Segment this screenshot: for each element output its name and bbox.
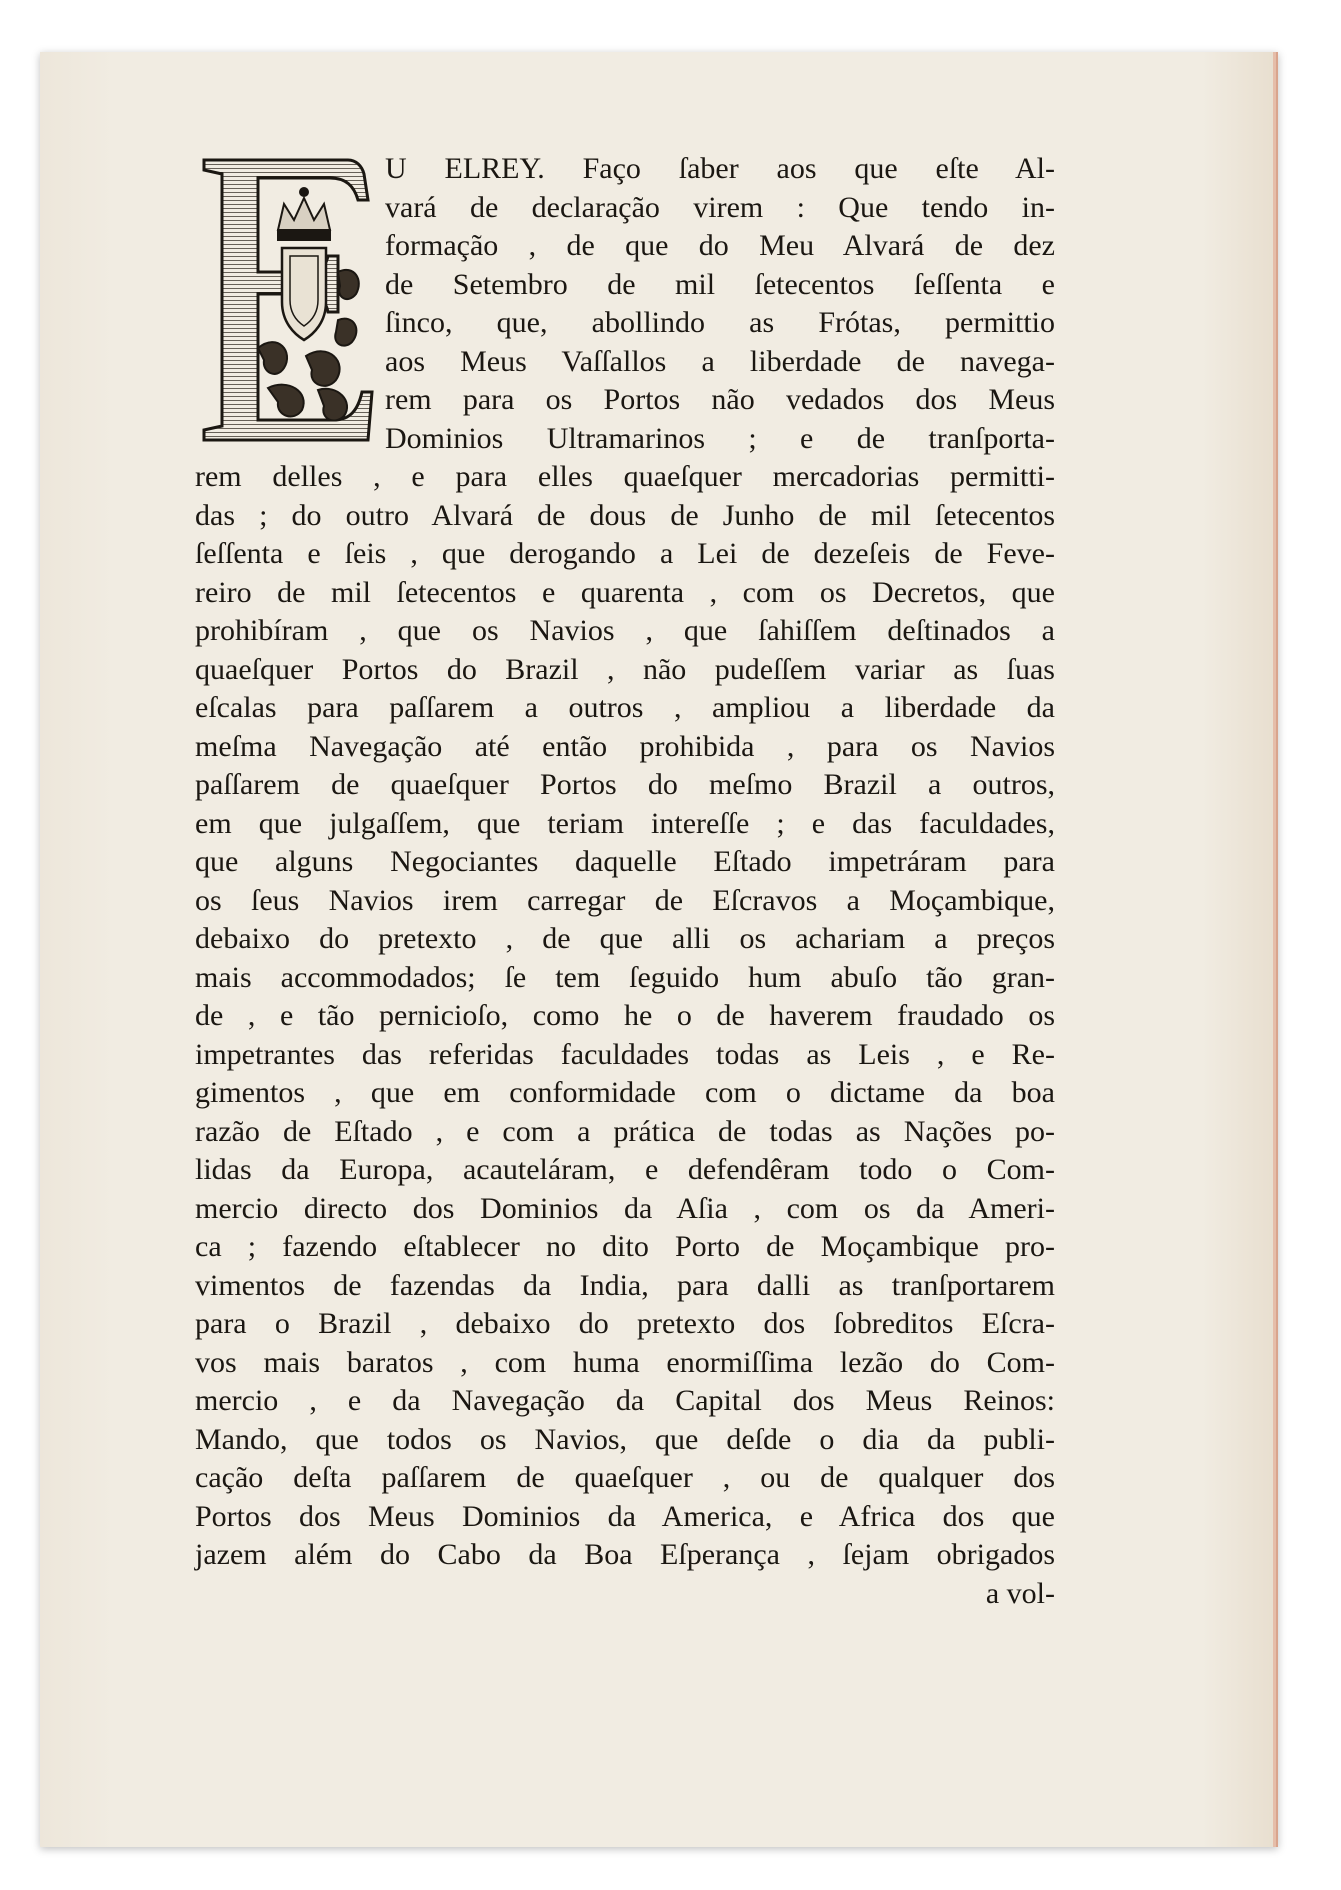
text-line: meſma Navegação até então prohibida , para os Navios — [195, 729, 1055, 763]
text-line: de Setembro de mil ſetecentos ſeſſenta e — [385, 267, 1055, 301]
text-line: Mando, que todos os Navios, que deſde o dia da publi- — [195, 1422, 1055, 1456]
text-line: aos Meus Vaſſallos a liberdade de navega- — [385, 344, 1055, 378]
text-line: reiro de mil ſetecentos e quarenta , com os Decretos, que — [195, 575, 1055, 609]
text-line: prohibíram , que os Navios , que ſahiſſem deſtinados a — [195, 614, 1055, 647]
text-line: ſeſſenta e ſeis , que derogando a Lei de dezeſeis de Feve- — [195, 537, 1055, 570]
text-line: de , e tão pernicioſo, como he o de haverem fraudado os — [195, 999, 1055, 1032]
text-line: mercio , e da Navegação da Capital dos Meus Reinos: — [195, 1384, 1055, 1417]
text-line: jazem além do Cabo da Boa Eſperança , ſejam obrigados — [195, 1538, 1055, 1571]
text-line: lidas da Europa, acauteláram, e defendêram todo o Com- — [195, 1153, 1055, 1186]
text-line: gimentos , que em conformidade com o dictame da boa — [195, 1076, 1055, 1109]
text-line: U ELREY. Faço ſaber aos que eſte Al- — [385, 152, 1055, 185]
ornamental-e-icon — [198, 152, 380, 448]
text-line: debaixo do pretexto , de que alli os achariam a preços — [195, 922, 1055, 955]
text-line: eſcalas para paſſarem a outros , ampliou a liberdade da — [195, 691, 1055, 724]
catchword: a vol- — [985, 1576, 1055, 1610]
text-line: mercio directo dos Dominios da Aſia , com os da Ameri- — [195, 1191, 1055, 1225]
text-line: quaeſquer Portos do Brazil , não pudeſſem variar as ſuas — [195, 652, 1055, 686]
text-line: rem para os Portos não vedados dos Meus — [385, 383, 1055, 416]
text-line: Portos dos Meus Dominios da America, e Africa dos que — [195, 1499, 1055, 1533]
text-line: mais accommodados; ſe tem ſeguido hum abuſo tão gran- — [195, 960, 1055, 994]
text-line: os ſeus Navios irem carregar de Eſcravos a Moçambique, — [195, 883, 1055, 917]
text-line: vará de declaração virem : Que tendo in- — [385, 190, 1055, 224]
text-line: razão de Eſtado , e com a prática de todas as Nações po- — [195, 1114, 1055, 1148]
text-line: vos mais baratos , com huma enormiſſima lezão do Com- — [195, 1345, 1055, 1379]
text-line: formação , de que do Meu Alvará de dez — [385, 229, 1055, 262]
ornamental-drop-cap — [198, 152, 380, 448]
text-line: das ; do outro Alvará de dous de Junho de mil ſetecentos — [195, 498, 1055, 532]
text-line: Dominios Ultramarinos ; e de tranſporta- — [385, 421, 1055, 455]
text-line: ca ; fazendo eſtablecer no dito Porto de Moçambique pro- — [195, 1230, 1055, 1263]
text-line: cação deſta paſſarem de quaeſquer , ou de qualquer dos — [195, 1461, 1055, 1494]
text-line: rem delles , e para elles quaeſquer mercadorias permitti- — [195, 460, 1055, 493]
text-line: para o Brazil , debaixo do pretexto dos ſobreditos Eſcra- — [195, 1307, 1055, 1340]
text-line: em que julgaſſem, que teriam intereſſe ; e das faculdades, — [195, 806, 1055, 840]
text-line: impetrantes das referidas faculdades todas as Leis , e Re- — [195, 1037, 1055, 1071]
text-line: ſinco, que, abollindo as Frótas, permittio — [385, 306, 1055, 339]
text-line: que alguns Negociantes daquelle Eſtado impetráram para — [195, 845, 1055, 878]
text-line: paſſarem de quaeſquer Portos do meſmo Brazil a outros, — [195, 768, 1055, 801]
text-line: vimentos de fazendas da India, para dalli as tranſportarem — [195, 1268, 1055, 1302]
